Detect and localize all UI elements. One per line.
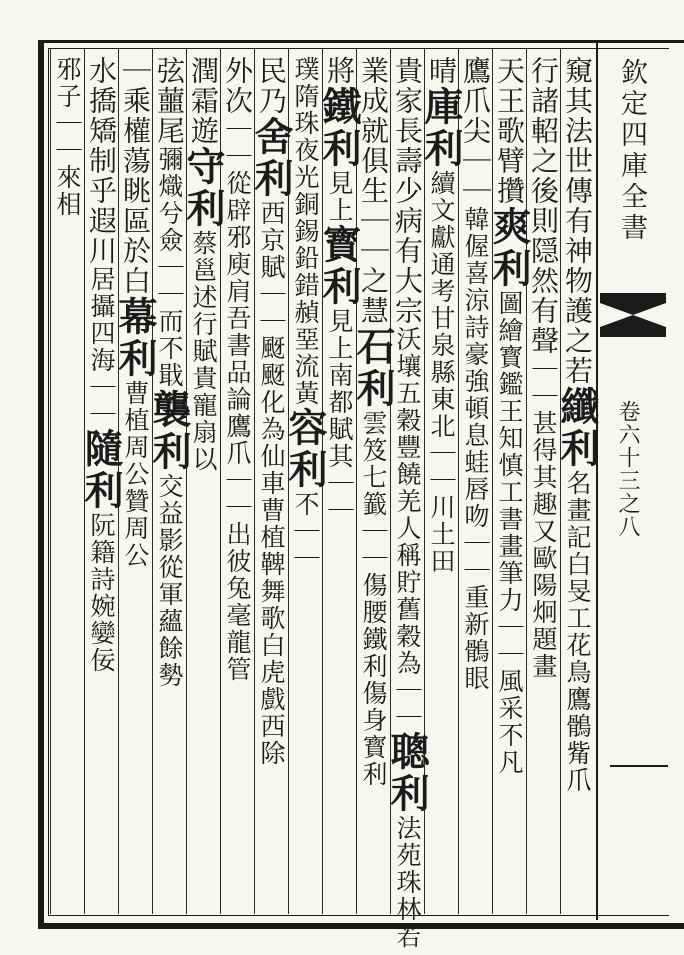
headword: 隨利 [78, 428, 124, 512]
column-text: 鷹爪尖｜｜ [459, 56, 492, 206]
text-column [554, 56, 600, 916]
headword: 幕利 [112, 296, 158, 380]
column-text: 水撟矯制乎遐川 [85, 56, 118, 266]
text-column [384, 56, 430, 950]
column-text: 續文獻通考甘泉縣東北｜｜川土田 [427, 170, 456, 575]
column-text: 行諸軺之後則隠然有聲 [527, 56, 560, 356]
column-text: 蔡邕述行賦貴寵扇以 [189, 230, 218, 473]
column-text: 西京賦｜｜颬颬化為仙車曹植鞞舞歌白虎戲西除 [257, 200, 286, 767]
text-column [350, 56, 396, 916]
headword: 石利 [350, 326, 396, 410]
volume-label: 卷六十三之八 [615, 400, 640, 538]
fishtail-mark-icon [598, 285, 668, 345]
text-column [527, 56, 559, 916]
text-column [51, 56, 83, 916]
headword: 襲利 [146, 389, 192, 473]
book-title: 欽定四庫全書 [616, 58, 647, 244]
column-text: 圖繪寳鑑王知慎工書畫筆力｜｜風采不凡 [495, 290, 524, 776]
text-column [248, 56, 294, 916]
headword: 爽利 [486, 206, 532, 290]
column-text: 業成就俱生｜｜之慧 [357, 56, 390, 326]
column-text: ｜｜甚得其趣又歐陽炯題畫 [529, 356, 558, 680]
column-text: 見上 [325, 170, 354, 224]
column-text: 天王歌臂攢 [493, 56, 526, 206]
column-text: 窺其法世傳有神物護之若 [561, 56, 594, 386]
column-text: ｜｜從辟邪庾肩吾書品論鷹爪｜｜出彼兔毫龍管 [223, 116, 252, 683]
column-text: 民乃 [255, 56, 288, 116]
headword: 容利 [282, 407, 328, 491]
headword: 守利 [180, 146, 226, 230]
column-text: 不｜｜ [291, 491, 320, 572]
margin-mark [610, 765, 668, 767]
column-text: 彌熾兮僉｜｜而不戢 [155, 146, 184, 389]
text-column [459, 56, 491, 916]
column-text: 法苑珠林若 [393, 815, 422, 950]
headword: 庫利 [418, 86, 464, 170]
column-text: 將 [323, 56, 356, 86]
column-text: 名畫記白旻工花鳥鷹鶻觜爪 [563, 470, 592, 794]
column-text: ｜乘權蕩眺區於白 [119, 56, 152, 296]
headword: 鐵利 [316, 86, 362, 170]
column-text: 貴家長壽少病有大宗 [391, 56, 424, 326]
headword: 纖利 [554, 386, 600, 470]
column-text: 沃壤五穀豐饒羌人稱貯舊穀為｜｜ [393, 326, 422, 731]
text-column [146, 56, 192, 916]
column-text: 璞隋珠夜光銅錫鉛錯赬堊流黃 [291, 56, 320, 407]
column-text: 晴 [425, 56, 458, 86]
column-text: 邪子｜｜來相 [53, 56, 82, 218]
text-column [486, 56, 532, 916]
column-text: 曹植周公贊周公 [121, 380, 150, 569]
column-text: 交益影從軍蘊餘勢 [155, 473, 184, 689]
headword: 寳利 [316, 224, 362, 308]
column-text: 見上南都賦其｜｜ [325, 308, 354, 524]
column-text: 韓偓喜涼詩豪強頓息蛙唇吻｜｜重新鶻眼 [461, 206, 490, 692]
headword: 舍利 [248, 116, 294, 200]
text-column [78, 56, 124, 916]
text-column [180, 56, 226, 916]
column-text: 雲笈七籖｜｜傷腰鐵利傷身寳利 [359, 410, 388, 788]
column-text: 居攝四海｜｜ [87, 266, 116, 428]
column-text: 弦蘁尾 [153, 56, 186, 146]
column-text: 外次 [221, 56, 254, 116]
column-text: 阮籍詩婉孌佞 [87, 512, 116, 674]
column-text: 潤霜遊 [187, 56, 220, 146]
headword: 聰利 [384, 731, 430, 815]
